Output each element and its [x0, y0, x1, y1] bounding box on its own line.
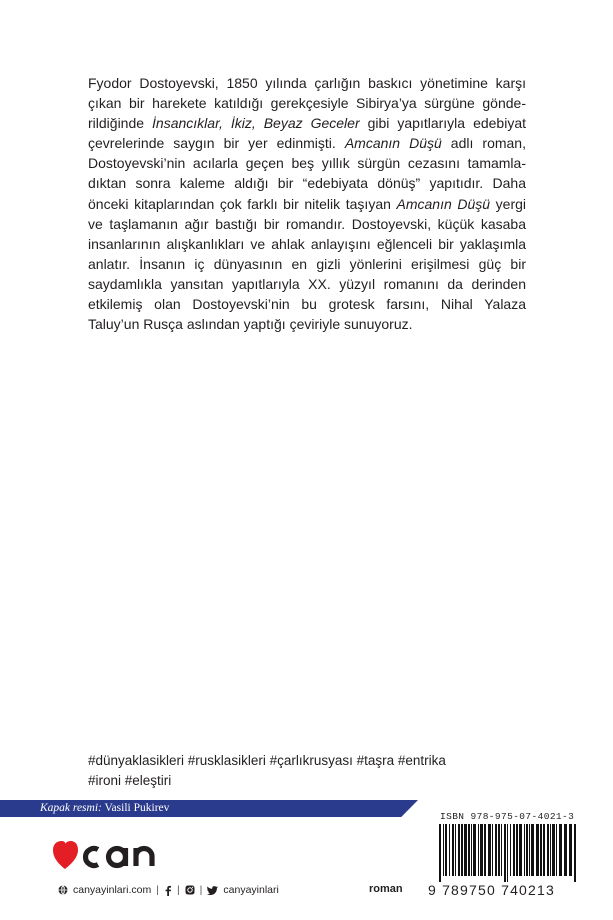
cover-credit-name: Vasili Pukirev	[104, 802, 170, 814]
barcode-bar	[504, 824, 506, 882]
can-publisher-logo	[52, 835, 164, 875]
blurb-text-segment: yergi ve taşlamanın ağır bastığı bir romandır. Dostoyevski, küçük kasaba insanlarının alışkanlıkları ve ahlak anlayışını eğlenceli bir yaklaşımla anlatır. İnsanın iç dünyasının en gizli yönlerini erişilmesi güç bir saydamlıkla yansıtan yapıtlarıyla XX. yüzyıl romanını da derinden etkilemiş olan Dostoyevski’nin bu grotesk farsını, Nihal Yalaza Taluy’un Rusça aslından yaptığı çeviriyle sunuyoruz.	[88, 195, 526, 333]
barcode-bar	[564, 824, 567, 876]
heart-icon	[53, 841, 78, 869]
barcode-bar	[536, 824, 539, 876]
back-cover-blurb	[88, 73, 526, 334]
barcode-bar	[559, 824, 562, 876]
facebook-icon[interactable]	[164, 885, 172, 896]
separator: |	[156, 884, 159, 896]
barcode-bar	[484, 824, 486, 876]
barcode-bar	[452, 824, 454, 876]
barcode-bar	[473, 824, 476, 876]
barcode-bar	[464, 824, 467, 876]
separator: |	[176, 884, 180, 896]
publisher-footer	[58, 884, 279, 896]
barcode-bar	[449, 824, 450, 876]
genre-label: roman	[369, 883, 403, 895]
barcode-bar	[510, 824, 511, 876]
barcode-bar	[492, 824, 493, 876]
barcode-bar	[569, 824, 572, 876]
hashtags	[88, 751, 528, 791]
barcode-bar	[531, 824, 534, 876]
barcode-digits: 9 789750 740213	[428, 882, 555, 898]
barcode-bar	[458, 824, 460, 876]
blurb-text-segment: adlı roman, Dostoyevski’nin acılarla geçen beş yıllık sürgün cezasını tamamladıktan sonra kaleme aldığı bir “edebiyata dönüş” yapıtıdır. Daha önceki kitaplarından çok farklı bir nitelik taşıyan	[88, 135, 526, 212]
twitter-icon[interactable]	[207, 886, 218, 895]
blurb-title-italic: Amcanın Düşü	[396, 195, 491, 212]
hashtags-line-2: #ironi #eleştiri	[88, 773, 172, 788]
barcode-bar	[519, 824, 522, 876]
barcode-bar	[556, 824, 557, 876]
blurb-title-italic: İnsancıklar, İkiz, Beyaz Geceler	[152, 115, 360, 132]
barcode-bar	[501, 824, 502, 876]
barcode-bar	[455, 824, 456, 876]
globe-icon	[58, 885, 68, 895]
barcode-bar	[488, 824, 491, 876]
barcode-bar	[507, 824, 508, 882]
barcode	[439, 824, 577, 882]
barcode-bar	[468, 824, 470, 876]
blurb-text-segment: Fyodor Dostoyevski, 1850 yılında çarlığın baskıcı yönetimine karşı çıkan bir harekete katıldığı gerekçesiyle Sibirya’ya sürgüne gönderildiğinde	[88, 75, 526, 132]
barcode-bar	[461, 824, 463, 876]
barcode-bar	[495, 824, 497, 876]
barcode-bar	[445, 824, 447, 876]
barcode-bar	[513, 824, 515, 876]
website-link[interactable]: canyayinlari.com	[73, 884, 152, 896]
barcode-bar	[547, 824, 549, 876]
cover-credit-label: Kapak resmi:	[40, 802, 102, 814]
isbn-number: ISBN 978-975-07-4021-3	[440, 811, 575, 822]
barcode-bar	[524, 824, 525, 876]
barcode-bar	[516, 824, 518, 876]
barcode-bar	[526, 824, 528, 876]
instagram-icon[interactable]	[185, 885, 195, 895]
barcode-bar	[480, 824, 483, 876]
barcode-bar	[471, 824, 472, 876]
blurb-title-italic: Amcanın Düşü	[344, 135, 442, 152]
separator: |	[199, 884, 203, 896]
barcode-bar	[529, 824, 530, 876]
blurb-paragraph	[88, 73, 526, 334]
can-wordmark	[86, 848, 153, 866]
barcode-bar	[550, 824, 551, 876]
barcode-bar	[543, 824, 545, 876]
barcode-bar	[574, 824, 576, 882]
cover-credit	[40, 801, 169, 816]
barcode-bar	[540, 824, 542, 876]
barcode-bar	[498, 824, 500, 876]
social-handle[interactable]: canyayinlari	[223, 884, 279, 896]
barcode-bar	[439, 824, 441, 882]
blurb-text-segment: gibi yapıtlarıyla edebiyat çevrelerinde saygın bir yer edinmişti.	[88, 115, 526, 152]
barcode-bar	[443, 824, 444, 876]
isbn-barcode-block	[425, 807, 585, 907]
barcode-bar	[478, 824, 479, 876]
barcode-bar	[552, 824, 555, 876]
hashtags-line-1: #dünyaklasikleri #rusklasikleri #çarlıkrusyası #taşra #entrika	[88, 753, 446, 768]
